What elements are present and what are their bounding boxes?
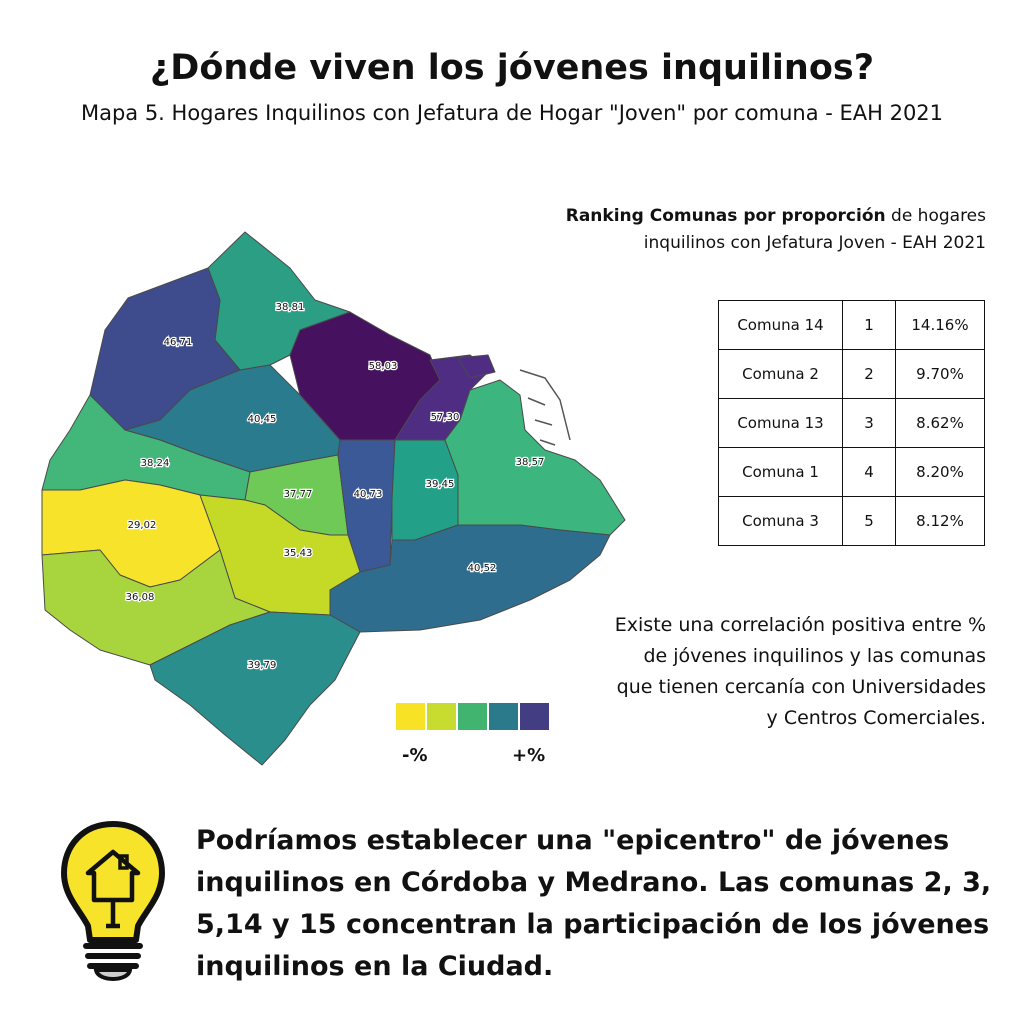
ranking-heading-rest: de hogares inquilinos con Jefatura Joven - EAH 2021 (643, 206, 986, 253)
pct-cell: 8.12% (896, 497, 985, 546)
conclusion-text: Podríamos establecer una "epicentro" de jóvenes inquilinos en Córdoba y Medrano. Las comunas 2, 3, 5,14 y 15 concentran la participación de los jóvenes inquilinos en la Ciudad. (196, 825, 992, 982)
region-value-label: 38,81 (275, 302, 305, 313)
legend-swatch-5 (520, 703, 549, 730)
rank-cell: 5 (843, 497, 896, 546)
color-legend (396, 703, 549, 730)
region-value-label: 40,52 (467, 563, 497, 574)
region-39-45 (392, 440, 458, 540)
table-row (719, 497, 985, 546)
pct-cell: 14.16% (896, 301, 985, 350)
ranking-heading-bold: Ranking Comunas por proporción (565, 206, 886, 226)
pct-cell: 8.62% (896, 399, 985, 448)
pct-cell: 9.70% (896, 350, 985, 399)
region-value-label: 58,03 (368, 361, 398, 372)
region-value-label: 40,45 (247, 414, 277, 425)
comuna-cell: Comuna 13 (719, 399, 843, 448)
region-value-label: 57,30 (430, 412, 460, 423)
region-value-label: 39,79 (247, 660, 277, 671)
region-value-label: 36,08 (125, 592, 155, 603)
pct-cell: 8.20% (896, 448, 985, 497)
comuna-cell: Comuna 14 (719, 301, 843, 350)
legend-swatch-1 (396, 703, 425, 730)
table-row (719, 399, 985, 448)
rank-cell: 4 (843, 448, 896, 497)
region-value-label: 35,43 (283, 548, 313, 559)
comuna-cell: Comuna 3 (719, 497, 843, 546)
comuna-cell: Comuna 1 (719, 448, 843, 497)
correlation-note: Existe una correlación positiva entre % de jóvenes inquilinos y las comunas que tienen cercanía con Universidades y Centros Comerciales. (614, 614, 986, 729)
table-row (719, 350, 985, 399)
legend-high-label: +% (512, 745, 546, 766)
legend-low-label: -% (402, 745, 428, 766)
legend-swatch-2 (427, 703, 456, 730)
region-value-label: 40,73 (353, 489, 383, 500)
table-row (719, 448, 985, 497)
ranking-table (718, 300, 985, 546)
rank-cell: 3 (843, 399, 896, 448)
ranking-heading (516, 203, 986, 257)
region-value-label: 46,71 (163, 337, 193, 348)
rank-cell: 2 (843, 350, 896, 399)
lightbulb-house-icon (58, 818, 168, 988)
page-title: ¿Dónde viven los jóvenes inquilinos? (149, 48, 875, 88)
rank-cell: 1 (843, 301, 896, 350)
region-value-label: 29,02 (127, 520, 157, 531)
comuna-cell: Comuna 2 (719, 350, 843, 399)
table-row (719, 301, 985, 350)
region-value-label: 38,24 (140, 458, 170, 469)
region-value-label: 39,45 (425, 479, 455, 490)
map-subtitle: Mapa 5. Hogares Inquilinos con Jefatura de Hogar "Joven" por comuna - EAH 2021 (80, 101, 944, 125)
legend-swatch-4 (489, 703, 518, 730)
legend-swatch-3 (458, 703, 487, 730)
region-value-label: 37,77 (283, 489, 313, 500)
region-value-label: 38,57 (515, 457, 545, 468)
choropleth-map (30, 225, 630, 775)
